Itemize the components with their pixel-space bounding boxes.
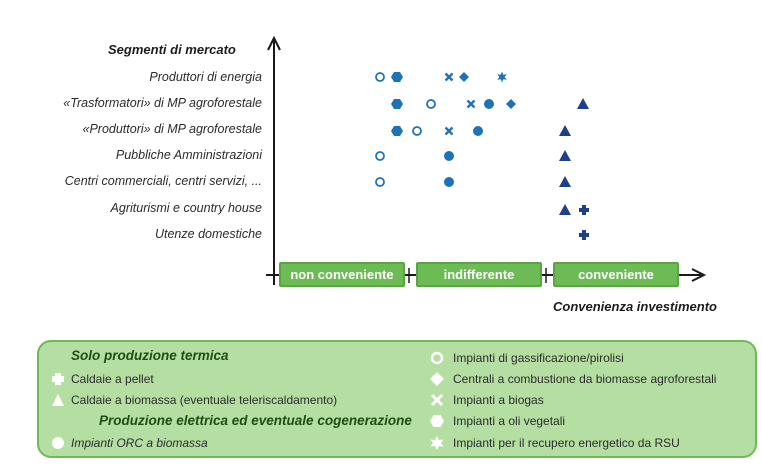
legend-item-combustion: Centrali a combustione da biomasse agroforestali (453, 372, 717, 386)
legend-heading-electric: Produzione elettrica ed eventuale cogenerazione (99, 413, 412, 428)
star-icon (430, 436, 444, 450)
ring-icon (430, 351, 444, 365)
legend-item-biogas: Impianti a biogas (453, 393, 544, 407)
legend-item-orc: Impianti ORC a biomassa (71, 436, 208, 450)
legend-item-vegetable-oil: Impianti a oli vegetali (453, 414, 566, 428)
segment-label: «Produttori» di MP agroforestale (82, 122, 262, 136)
legend-item-biomass-boilers: Caldaie a biomassa (eventuale teleriscaldamento) (71, 393, 338, 407)
marker-hexagon (391, 72, 403, 82)
marker-dot (444, 151, 454, 161)
segment-label: Pubbliche Amministrazioni (115, 148, 262, 162)
marker-dot (444, 177, 454, 187)
hexagon-icon (430, 414, 444, 428)
marker-ring (427, 100, 435, 108)
dot-icon (51, 436, 65, 450)
marker-ring (376, 152, 384, 160)
segment-label: Produttori di energia (149, 70, 262, 84)
marker-diamond (506, 99, 516, 109)
segment-label: Centri commerciali, centri servizi, ... (64, 174, 262, 188)
legend-heading-thermal: Solo produzione termica (71, 348, 229, 363)
marker-triangle (577, 98, 589, 109)
x-axis-title: Convenienza investimento (553, 299, 717, 314)
marker-diamond (459, 72, 469, 82)
x-mark-icon (430, 393, 444, 407)
marker-cross (579, 230, 589, 240)
marker-triangle (559, 125, 571, 136)
category-indifferente: indifferente (416, 262, 542, 287)
marker-x (446, 74, 453, 81)
y-axis-title: Segmenti di mercato (108, 42, 236, 57)
marker-hexagon (391, 126, 403, 136)
marker-triangle (559, 176, 571, 187)
segment-label: Agriturismi e country house (110, 201, 262, 215)
marker-ring (376, 73, 384, 81)
cross-icon (51, 372, 65, 386)
marker-hexagon (391, 99, 403, 109)
marker-triangle (559, 150, 571, 161)
marker-x (468, 101, 475, 108)
marker-x (446, 128, 453, 135)
legend-item-waste: Impianti per il recupero energetico da RSU (453, 436, 680, 450)
marker-triangle (559, 204, 571, 215)
diamond-icon (430, 372, 444, 386)
marker-star (497, 72, 507, 83)
marker-dot (484, 99, 494, 109)
category-conveniente: conveniente (553, 262, 679, 287)
segment-label: Utenze domestiche (154, 227, 262, 241)
category-non-conveniente: non conveniente (279, 262, 405, 287)
marker-ring (376, 178, 384, 186)
marker-ring (413, 127, 421, 135)
marker-cross (579, 205, 589, 215)
legend-item-gasification: Impianti di gassificazione/pirolisi (453, 351, 624, 365)
marker-dot (473, 126, 483, 136)
segment-label: «Trasformatori» di MP agroforestale (63, 96, 262, 110)
legend-panel (37, 340, 757, 458)
legend-item-pellet: Caldaie a pellet (71, 372, 154, 386)
triangle-icon (51, 393, 65, 407)
